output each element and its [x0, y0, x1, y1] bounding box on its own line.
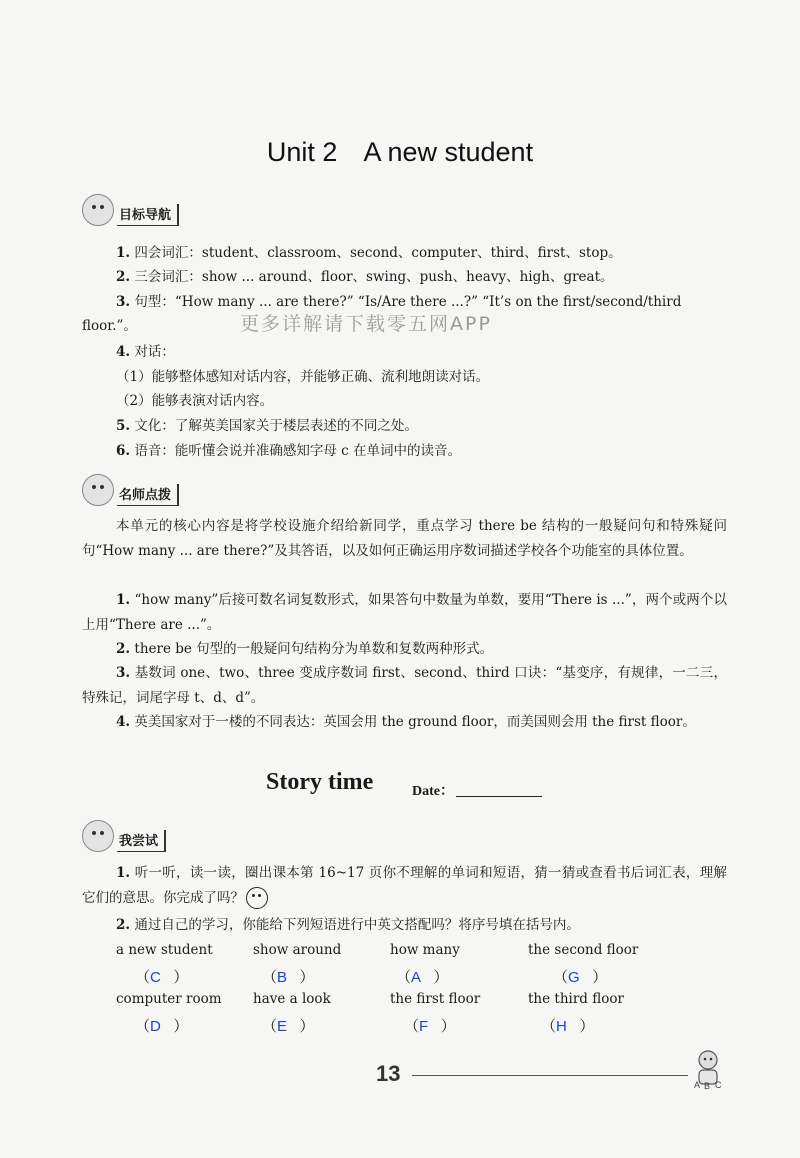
- date-blank[interactable]: [456, 796, 542, 797]
- answer-slot[interactable]: （D ）: [135, 1018, 189, 1035]
- tips-header: [82, 480, 179, 506]
- mascot-abc-icon: [690, 1048, 726, 1090]
- tips-paragraph: 3. 基数词 one、two、three 变成序数词 first、second、third 口诀：“基变序，有规律，一二三，特殊记，词尾字母 t、d、d”。: [82, 665, 727, 706]
- phrase-item: computer room: [116, 991, 222, 1007]
- goals-header: [82, 200, 179, 226]
- smiley-icon: [246, 887, 268, 909]
- goal-item: （2）能够表演对话内容。: [116, 393, 274, 409]
- tips-paragraph: 1. “how many”后接可数名词复数形式，如果答句中数量为单数，要用“There is ...”，两个或两个以上用“There are ...”。: [82, 592, 728, 633]
- tips-paragraph: 4. 英美国家对于一楼的不同表达：英国会用 the ground floor，而美国则会用 the first floor。: [116, 714, 696, 730]
- answer-slot[interactable]: （G ）: [553, 969, 608, 986]
- page-title: [0, 137, 800, 168]
- girl-mascot-icon: [82, 194, 114, 226]
- footer-rule: [412, 1075, 688, 1076]
- goal-item: 3. 句型：“How many ... are there?” “Is/Are there ...?” “It’s on the first/second/third: [116, 294, 682, 310]
- goal-item: 4. 对话：: [116, 344, 175, 360]
- question-1: 1. 听一听，读一读，圈出课本第 16~17 页你不理解的单词和短语，猜一猜或查看书后词汇表，理解它们的意思。你完成了吗？: [82, 861, 727, 910]
- goal-item: 6. 语音：能听懂会说并准确感知字母 c 在单词中的读音。: [116, 443, 462, 459]
- phrase-item: the third floor: [528, 991, 624, 1007]
- date-label: Date：: [412, 784, 454, 799]
- answer-slot[interactable]: （B ）: [262, 969, 315, 986]
- answer-slot[interactable]: （F ）: [404, 1018, 456, 1035]
- phrase-item: the second floor: [528, 942, 639, 958]
- phrase-item: the first floor: [390, 991, 481, 1007]
- story-title: Story time: [266, 769, 374, 795]
- goals-label: 目标导航: [117, 204, 179, 226]
- phrase-item: a new student: [116, 942, 213, 958]
- try-label: 我尝试: [117, 830, 166, 852]
- question-2: 2. 通过自己的学习，你能给下列短语进行中英文搭配吗？将序号填在括号内。: [116, 917, 580, 933]
- goal-item: 5. 文化：了解英美国家关于楼层表述的不同之处。: [116, 418, 418, 434]
- girl-mascot-icon: [82, 474, 114, 506]
- watermark: 更多详解请下载零五网APP: [240, 313, 492, 335]
- unit-name: A new student: [363, 137, 534, 167]
- goal-item: 2. 三会词汇：show ... around、floor、swing、push、heavy、high、great。: [116, 269, 614, 285]
- answer-slot[interactable]: （A ）: [396, 969, 449, 986]
- answer-slot[interactable]: （C ）: [135, 969, 189, 986]
- phrase-item: how many: [390, 942, 460, 958]
- tips-paragraph: 本单元的核心内容是将学校设施介绍给新同学，重点学习 there be 结构的一般疑问句和特殊疑问句“How many ... are there?”及其答语，以及如何正确运用序数词描述学校各个功能室的具体位置。: [82, 518, 727, 559]
- tips-label: 名师点拨: [117, 484, 179, 506]
- answer-slot[interactable]: （H ）: [541, 1018, 595, 1035]
- phrase-item: show around: [253, 942, 342, 958]
- goal-item: floor.”。: [82, 318, 137, 334]
- svg-text:B: B: [704, 1081, 711, 1090]
- answer-slot[interactable]: （E ）: [262, 1018, 315, 1035]
- unit-number: Unit 2: [266, 137, 338, 167]
- try-header: [82, 826, 166, 852]
- phrase-item: have a look: [253, 991, 331, 1007]
- svg-text:A: A: [694, 1080, 701, 1090]
- svg-text:C: C: [715, 1080, 722, 1090]
- tips-paragraph: 2. there be 句型的一般疑问句结构分为单数和复数两种形式。: [116, 641, 494, 657]
- girl-mascot-icon: [82, 820, 114, 852]
- goal-item: （1）能够整体感知对话内容，并能够正确、流利地朗读对话。: [116, 369, 490, 385]
- goal-item: 1. 四会词汇：student、classroom、second、computer、third、first、stop。: [116, 245, 622, 261]
- page-number: 13: [376, 1061, 401, 1086]
